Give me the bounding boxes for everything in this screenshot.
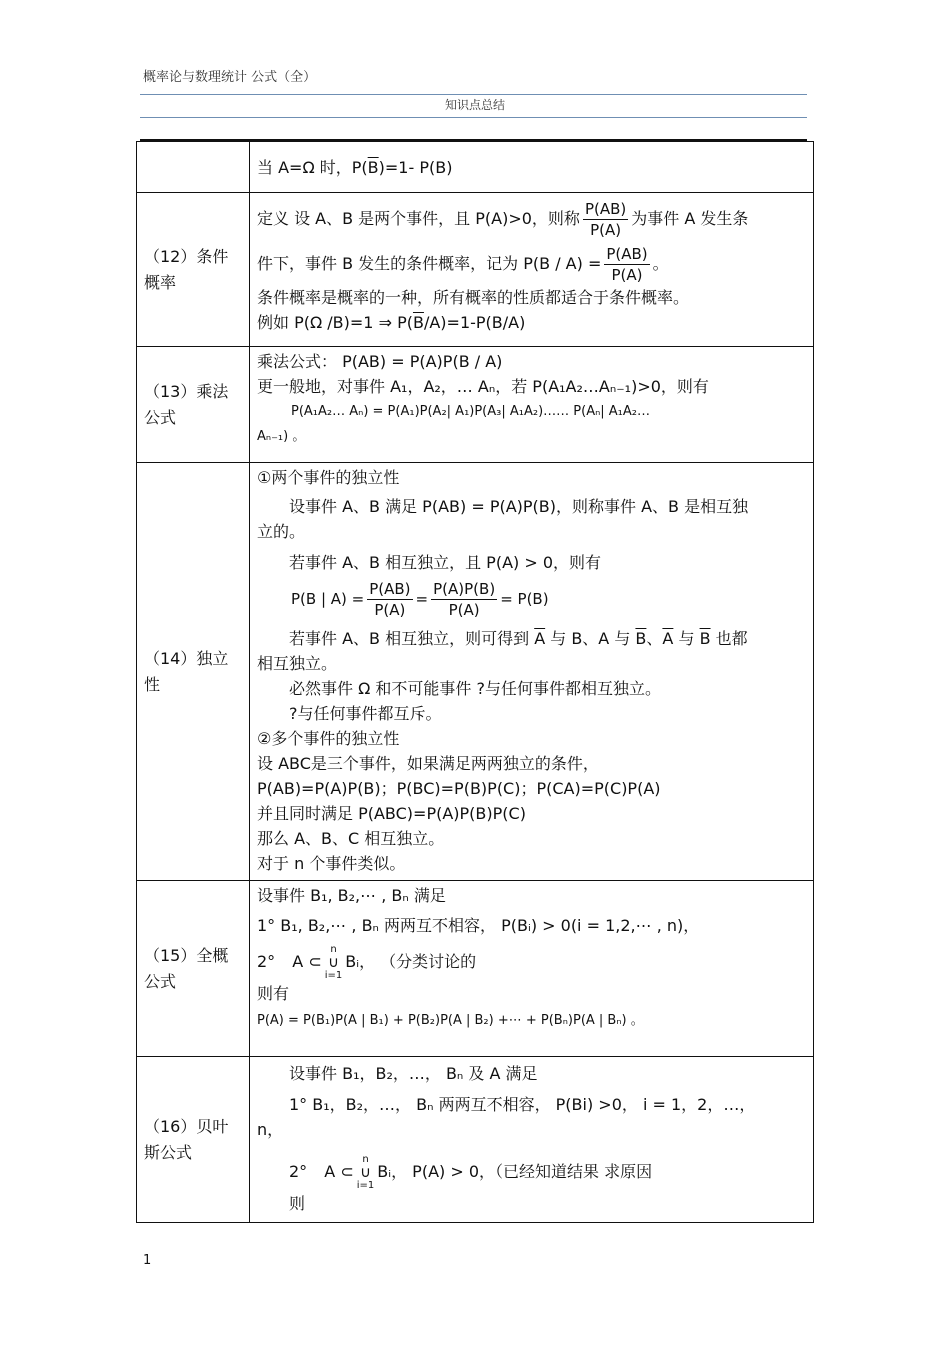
- row-label: （13）乘法公式: [137, 347, 250, 463]
- row-content: [250, 193, 814, 347]
- text-line: 件下，事件 B 发生的条件概率，记为 P(B / A) = $\frac{P(AB)}{P(A)}$ 。: [257, 245, 669, 284]
- text-line: n，: [257, 1120, 284, 1139]
- document-title: 概率论与数理统计 公式（全）: [143, 70, 317, 85]
- formula-line: 当 A=Ω 时，$P(\overline{B})=1-$ P(B): [257, 157, 453, 177]
- fraction: $\frac{P(AB)}{P(A)}$: [606, 245, 648, 284]
- table-row: [137, 463, 814, 881]
- row-content: [250, 347, 814, 463]
- text-line: 那么 A、B、C 相互独立。: [257, 829, 445, 848]
- text-line: 设事件 B₁，B₂，…， Bₙ 及 A 满足: [289, 1064, 538, 1083]
- header-rule-2: [140, 117, 807, 118]
- text-line: 条件概率是概率的一种，所有概率的性质都适合于条件概率。: [257, 288, 690, 307]
- text-line: 例如 P(Ω /B)=1 ⇒ $P(\overline{B}/A)=1-P(B/A)$: [257, 313, 526, 332]
- fraction: $\frac{P(AB)}{P(A)}$: [369, 580, 411, 619]
- row-content: [250, 142, 814, 193]
- formula-line: Aₙ₋₁) 。: [257, 429, 306, 444]
- text-line: 1° B₁，B₂，…， Bₙ 两两互不相容， P(Bi) >0， i = 1，2，…，: [289, 1095, 756, 1114]
- text-line: ②多个事件的独立性: [257, 729, 400, 748]
- table-row: [137, 347, 814, 463]
- row-content: [250, 463, 814, 881]
- union-symbol: n ∪ i=1: [324, 944, 343, 981]
- union-symbol: n ∪ i=1: [356, 1154, 375, 1191]
- text-line: 则有: [257, 984, 290, 1003]
- row-label: （15）全概公式: [137, 881, 250, 1057]
- row-label: [137, 142, 250, 193]
- formula-line: P(AB)=P(A)P(B)；P(BC)=P(B)P(C)；P(CA)=P(C)P(A): [257, 779, 661, 798]
- text-line: 对于 n 个事件类似。: [257, 854, 406, 873]
- fraction: $\frac{P(AB)}{P(A)}$: [584, 200, 627, 239]
- document-subtitle: 知识点总结: [444, 98, 505, 112]
- text-line: 设 ABC是三个事件，如果满足两两独立的条件，: [257, 754, 599, 773]
- page-number: 1: [143, 1253, 152, 1268]
- row-label: （12）条件概率: [137, 193, 250, 347]
- header-rule: [140, 94, 807, 95]
- formula-line: 2° A ⊂ n ∪ i=1 Bᵢ， P(A) > 0，（已经知道结果 求原因: [289, 1154, 653, 1191]
- text-line: 立的。: [257, 522, 306, 541]
- row-label: （14）独立性: [137, 463, 250, 881]
- text-line: 设事件 B₁, B₂,⋯ , Bₙ 满足: [257, 886, 446, 905]
- row-content: [250, 1057, 814, 1223]
- formula-line: P(A) = P(B₁)P(A | B₁) + P(B₂)P(A | B₂) +⋯ + P(Bₙ)P(A | Bₙ) 。: [257, 1013, 644, 1028]
- table-row: [137, 1057, 814, 1223]
- formula-line: 2° A ⊂ n ∪ i=1 Bᵢ， （分类讨论的: [257, 944, 477, 981]
- text-line: 设事件 A、B 满足 P(AB) = P(A)P(B)，则称事件 A、B 是相互独: [289, 497, 749, 516]
- row-label: （16）贝叶斯公式: [137, 1057, 250, 1223]
- table-row: [137, 881, 814, 1057]
- text-line: ?与任何事件都互斥。: [289, 704, 442, 723]
- text-line: 定义 设 A、B 是两个事件，且 P(A)>0，则称 $\frac{P(AB)}{P(A)}$ 为事件 A 发生条: [257, 200, 749, 239]
- text-line: 若事件 A、B 相互独立，且 P(A) > 0，则有: [289, 553, 602, 572]
- table-row: [137, 142, 814, 193]
- row-content: [250, 881, 814, 1057]
- text-line: 乘法公式： P(AB) = P(A)P(B / A): [257, 352, 503, 371]
- formula-line: 并且同时满足 P(ABC)=P(A)P(B)P(C): [257, 804, 526, 823]
- formula-line: P(A₁A₂… Aₙ) = P(A₁)P(A₂| A₁)P(A₃| A₁A₂)…… P(Aₙ| A₁A₂…: [291, 404, 650, 419]
- text-line: 必然事件 Ω 和不可能事件 ?与任何事件都相互独立。: [289, 679, 661, 698]
- text-line: 相互独立。: [257, 654, 338, 673]
- text-line: ①两个事件的独立性: [257, 468, 400, 487]
- formula-table: [136, 141, 814, 1223]
- fraction: $\frac{P(A)P(B)}{P(A)}$: [433, 580, 496, 619]
- text-line: 1° B₁, B₂,⋯ , Bₙ 两两互不相容， P(Bᵢ) > 0(i = 1,2,⋯ , n)，: [257, 916, 700, 935]
- formula-line: P(B | A) = $\frac{P(AB)}{P(A)}$ = $\frac{P(A)P(B)}{P(A)}$ = P(B): [291, 580, 549, 619]
- table-row: [137, 193, 814, 347]
- text-line: 则: [289, 1194, 306, 1213]
- text-line: 若事件 A、B 相互独立，则可得到 $\overline{A}$ 与 B、A 与 $\overline{B}$、$\overline{A}$ 与 $\overline{B}$ 也都: [289, 629, 748, 648]
- text-line: 更一般地，对事件 A₁，A₂，… Aₙ，若 P(A₁A₂…Aₙ₋₁)>0，则有: [257, 377, 709, 396]
